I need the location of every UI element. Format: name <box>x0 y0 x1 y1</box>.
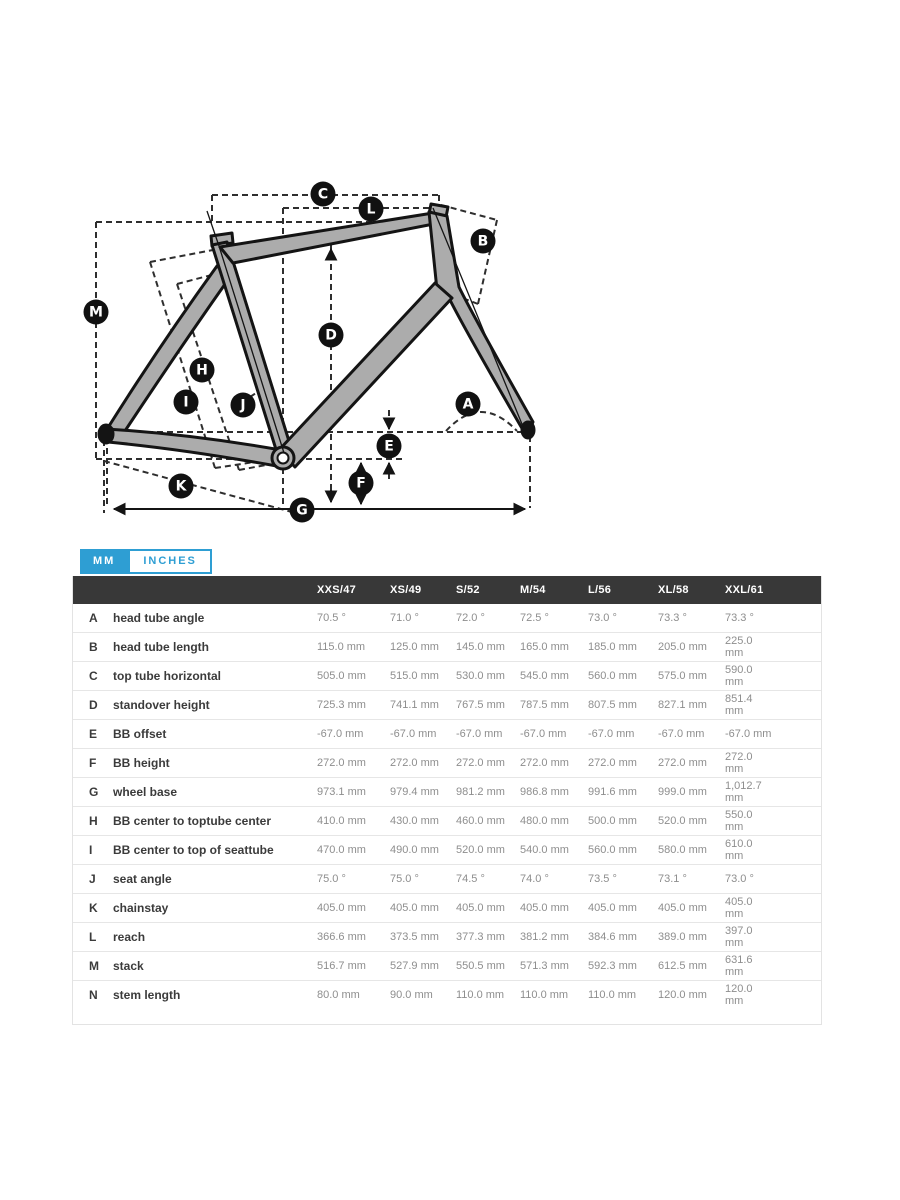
geometry-value-cell: 550.5 mm <box>456 960 505 972</box>
diagram-badge-a <box>456 392 481 417</box>
geometry-value-cell: 999.0 mm <box>658 786 707 798</box>
geometry-value-cell: 397.0 mm <box>725 925 753 949</box>
geometry-value-cell: 73.3 ° <box>658 612 687 624</box>
geometry-value-cell: 272.0 mm <box>520 757 569 769</box>
geometry-value-cell: 73.3 ° <box>725 612 754 624</box>
row-pad <box>773 894 821 923</box>
row-name: BB offset <box>113 727 167 741</box>
geometry-value-cell: 73.0 ° <box>588 612 617 624</box>
geometry-value-cell: 520.0 mm <box>456 844 505 856</box>
bike-frame <box>99 201 534 469</box>
row-letter: G <box>89 785 99 799</box>
geometry-value-cell: -67.0 mm <box>520 728 567 740</box>
svg-text:F: F <box>356 475 366 492</box>
front-dropout <box>522 422 534 438</box>
row-letter: J <box>89 872 96 886</box>
geometry-row-k <box>73 894 821 923</box>
geometry-value-cell: 807.5 mm <box>588 699 637 711</box>
geometry-row-f <box>73 749 821 778</box>
geometry-value-cell: 115.0 mm <box>317 641 366 653</box>
row-pad <box>773 720 821 749</box>
geometry-value-cell: 205.0 mm <box>658 641 707 653</box>
row-pad <box>773 633 821 662</box>
geometry-value-cell: 741.1 mm <box>390 699 439 711</box>
geometry-value-cell: 767.5 mm <box>456 699 505 711</box>
seat-stay <box>109 266 230 437</box>
unit-toggle <box>80 549 212 574</box>
diagram-badge-g <box>290 498 315 523</box>
row-pad <box>773 952 821 981</box>
size-header-spacer <box>73 576 317 604</box>
diagram-badge-m <box>84 300 109 325</box>
svg-text:K: K <box>175 478 187 495</box>
diagram-badge-c <box>311 182 336 207</box>
geometry-value-cell: 110.0 mm <box>588 989 637 1001</box>
geometry-value-cell: 185.0 mm <box>588 641 637 653</box>
geometry-value-cell: -67.0 mm <box>390 728 437 740</box>
geometry-value-cell: 405.0 mm <box>390 902 439 914</box>
geometry-value-cell: 986.8 mm <box>520 786 569 798</box>
geometry-value-cell: 272.0 mm <box>658 757 707 769</box>
geometry-value-cell: 470.0 mm <box>317 844 366 856</box>
geometry-value-cell: 500.0 mm <box>588 815 637 827</box>
diagram-badge-e <box>377 434 402 459</box>
geometry-value-cell: 73.1 ° <box>658 873 687 885</box>
geometry-value-cell: 272.0 mm <box>588 757 637 769</box>
row-pad <box>773 604 821 633</box>
geometry-value-cell: 405.0 mm <box>725 896 753 920</box>
svg-text:D: D <box>325 327 337 344</box>
geometry-value-cell: 851.4 mm <box>725 693 753 717</box>
diagram-badge-k <box>169 474 194 499</box>
geometry-value-cell: 827.1 mm <box>658 699 707 711</box>
diagram-badge-b <box>471 229 496 254</box>
geometry-value-cell: 560.0 mm <box>588 844 637 856</box>
row-name: seat angle <box>113 872 172 886</box>
geometry-value-cell: 540.0 mm <box>520 844 569 856</box>
down-tube <box>279 283 452 467</box>
row-name: BB center to top of seattube <box>113 843 274 857</box>
row-pad <box>773 865 821 894</box>
geometry-value-cell: 527.9 mm <box>390 960 439 972</box>
geometry-value-cell: 560.0 mm <box>588 670 637 682</box>
geometry-row-a <box>73 604 821 633</box>
row-name: stack <box>113 959 144 973</box>
geometry-value-cell: 120.0 mm <box>658 989 707 1001</box>
geometry-value-cell: 389.0 mm <box>658 931 707 943</box>
unit-toggle-mm-button[interactable]: MM <box>80 549 128 574</box>
geometry-value-cell: 225.0 mm <box>725 635 753 659</box>
geometry-value-cell: 979.4 mm <box>390 786 439 798</box>
geometry-value-cell: 550.0 mm <box>725 809 753 833</box>
row-letter: N <box>89 988 98 1002</box>
geometry-row-h <box>73 807 821 836</box>
geometry-value-cell: 571.3 mm <box>520 960 569 972</box>
geometry-value-cell: 125.0 mm <box>390 641 439 653</box>
size-header-pad <box>773 576 821 604</box>
diagram-badge-j <box>231 393 256 418</box>
row-letter: B <box>89 640 98 654</box>
geometry-value-cell: 430.0 mm <box>390 815 439 827</box>
geometry-value-cell: 120.0 mm <box>725 983 753 1007</box>
row-pad <box>773 778 821 807</box>
geometry-row-j <box>73 865 821 894</box>
svg-text:I: I <box>183 394 189 411</box>
geometry-value-cell: 973.1 mm <box>317 786 366 798</box>
geometry-value-cell: 405.0 mm <box>520 902 569 914</box>
diagram-badge-h <box>190 358 215 383</box>
svg-text:A: A <box>462 396 474 413</box>
geometry-value-cell: 145.0 mm <box>456 641 505 653</box>
size-column-header: XXS/47 <box>317 576 390 604</box>
geometry-value-cell: 381.2 mm <box>520 931 569 943</box>
row-letter: H <box>89 814 98 828</box>
geometry-value-cell: 545.0 mm <box>520 670 569 682</box>
geometry-value-cell: 1,012.7 mm <box>725 780 762 804</box>
row-letter: F <box>89 756 97 770</box>
row-pad <box>773 981 821 1010</box>
geometry-row-g <box>73 778 821 807</box>
geometry-value-cell: 981.2 mm <box>456 786 505 798</box>
row-letter: K <box>89 901 98 915</box>
size-column-header: XXL/61 <box>725 576 773 604</box>
row-letter: C <box>89 669 98 683</box>
row-letter: E <box>89 727 98 741</box>
geometry-value-cell: 110.0 mm <box>456 989 505 1001</box>
geometry-value-cell: 520.0 mm <box>658 815 707 827</box>
size-column-header: M/54 <box>520 576 588 604</box>
svg-text:M: M <box>89 304 103 321</box>
geometry-value-cell: 366.6 mm <box>317 931 366 943</box>
geometry-value-cell: 405.0 mm <box>456 902 505 914</box>
geometry-value-cell: 272.0 mm <box>456 757 505 769</box>
geometry-value-cell: 272.0 mm <box>390 757 439 769</box>
geometry-value-cell: 165.0 mm <box>520 641 569 653</box>
svg-text:E: E <box>384 438 394 455</box>
geometry-value-cell: 72.5 ° <box>520 612 549 624</box>
row-pad <box>773 662 821 691</box>
diagram-badge-f <box>349 471 374 496</box>
geometry-value-cell: 505.0 mm <box>317 670 366 682</box>
geometry-row-b <box>73 633 821 662</box>
rear-dropout <box>99 425 113 443</box>
geometry-value-cell: 610.0 mm <box>725 838 753 862</box>
geometry-value-cell: -67.0 mm <box>456 728 503 740</box>
geometry-value-cell: 74.5 ° <box>456 873 485 885</box>
geometry-value-cell: 991.6 mm <box>588 786 637 798</box>
diagram-badge-d <box>319 323 344 348</box>
geometry-value-cell: 110.0 mm <box>520 989 569 1001</box>
bottom-bracket-axle <box>278 453 289 464</box>
row-name: BB height <box>113 756 170 770</box>
unit-toggle-inches-button[interactable]: INCHES <box>128 549 212 574</box>
measurement-arrows <box>114 249 525 509</box>
geometry-value-cell: 631.6 mm <box>725 954 753 978</box>
row-pad <box>773 691 821 720</box>
geometry-table-wrap <box>72 576 822 1025</box>
row-name: standover height <box>113 698 210 712</box>
geometry-value-cell: 73.0 ° <box>725 873 754 885</box>
geometry-value-cell: 70.5 ° <box>317 612 346 624</box>
geometry-value-cell: 80.0 mm <box>317 989 360 1001</box>
geometry-row-i <box>73 836 821 865</box>
size-column-header: S/52 <box>456 576 520 604</box>
row-name: reach <box>113 930 146 944</box>
geometry-value-cell: -67.0 mm <box>658 728 705 740</box>
svg-text:G: G <box>296 502 308 519</box>
geometry-value-cell: 480.0 mm <box>520 815 569 827</box>
geometry-value-cell: 405.0 mm <box>658 902 707 914</box>
geometry-value-cell: 725.3 mm <box>317 699 366 711</box>
geometry-value-cell: 405.0 mm <box>317 902 366 914</box>
geometry-value-cell: 530.0 mm <box>456 670 505 682</box>
geometry-value-cell: 73.5 ° <box>588 873 617 885</box>
size-column-header: XL/58 <box>658 576 725 604</box>
geometry-value-cell: 75.0 ° <box>390 873 419 885</box>
row-letter: M <box>89 959 99 973</box>
row-pad <box>773 923 821 952</box>
geometry-value-cell: 580.0 mm <box>658 844 707 856</box>
diagram-badge-l <box>359 197 384 222</box>
svg-text:L: L <box>366 201 376 218</box>
diagram-badge-i <box>174 390 199 415</box>
svg-text:B: B <box>477 233 489 250</box>
size-column-header: L/56 <box>588 576 658 604</box>
row-letter: L <box>89 930 97 944</box>
svg-text:C: C <box>317 186 329 203</box>
row-name: stem length <box>113 988 181 1002</box>
row-name: BB center to toptube center <box>113 814 272 828</box>
geometry-value-cell: 75.0 ° <box>317 873 346 885</box>
geometry-value-cell: -67.0 mm <box>588 728 635 740</box>
geometry-value-cell: 515.0 mm <box>390 670 439 682</box>
row-letter: A <box>89 611 98 625</box>
geometry-row-l <box>73 923 821 952</box>
geometry-value-cell: 90.0 mm <box>390 989 433 1001</box>
size-column-header: XS/49 <box>390 576 456 604</box>
geometry-value-cell: 377.3 mm <box>456 931 505 943</box>
svg-text:J: J <box>240 397 246 414</box>
geometry-row-d <box>73 691 821 720</box>
geometry-value-cell: 272.0 mm <box>317 757 366 769</box>
geometry-value-cell: 590.0 mm <box>725 664 753 688</box>
row-pad <box>773 749 821 778</box>
geometry-row-c <box>73 662 821 691</box>
frame-geometry-diagram <box>0 0 900 540</box>
geometry-value-cell: 272.0 mm <box>725 751 753 775</box>
geometry-value-cell: 575.0 mm <box>658 670 707 682</box>
geometry-value-cell: 410.0 mm <box>317 815 366 827</box>
geometry-value-cell: 405.0 mm <box>588 902 637 914</box>
row-name: top tube horizontal <box>113 669 221 683</box>
geometry-value-cell: -67.0 mm <box>317 728 364 740</box>
row-pad <box>773 807 821 836</box>
geometry-row-n <box>73 981 821 1010</box>
svg-text:H: H <box>196 362 208 379</box>
row-letter: D <box>89 698 98 712</box>
geometry-row-m <box>73 952 821 981</box>
row-name: wheel base <box>113 785 178 799</box>
geometry-value-cell: 74.0 ° <box>520 873 549 885</box>
row-pad <box>773 836 821 865</box>
geometry-value-cell: -67.0 mm <box>725 728 772 740</box>
geometry-value-cell: 72.0 ° <box>456 612 485 624</box>
size-header-row <box>73 576 821 604</box>
geometry-value-cell: 384.6 mm <box>588 931 637 943</box>
row-name: head tube angle <box>113 611 205 625</box>
geometry-value-cell: 460.0 mm <box>456 815 505 827</box>
row-letter: I <box>89 843 93 857</box>
geometry-value-cell: 71.0 ° <box>390 612 419 624</box>
geometry-value-cell: 612.5 mm <box>658 960 707 972</box>
row-name: chainstay <box>113 901 169 915</box>
geometry-value-cell: 373.5 mm <box>390 931 439 943</box>
geometry-value-cell: 516.7 mm <box>317 960 366 972</box>
chain-stay <box>106 429 282 467</box>
row-name: head tube length <box>113 640 209 654</box>
geometry-value-cell: 592.3 mm <box>588 960 637 972</box>
geometry-value-cell: 787.5 mm <box>520 699 569 711</box>
geometry-value-cell: 490.0 mm <box>390 844 439 856</box>
geometry-table <box>73 576 821 1009</box>
geometry-row-e <box>73 720 821 749</box>
